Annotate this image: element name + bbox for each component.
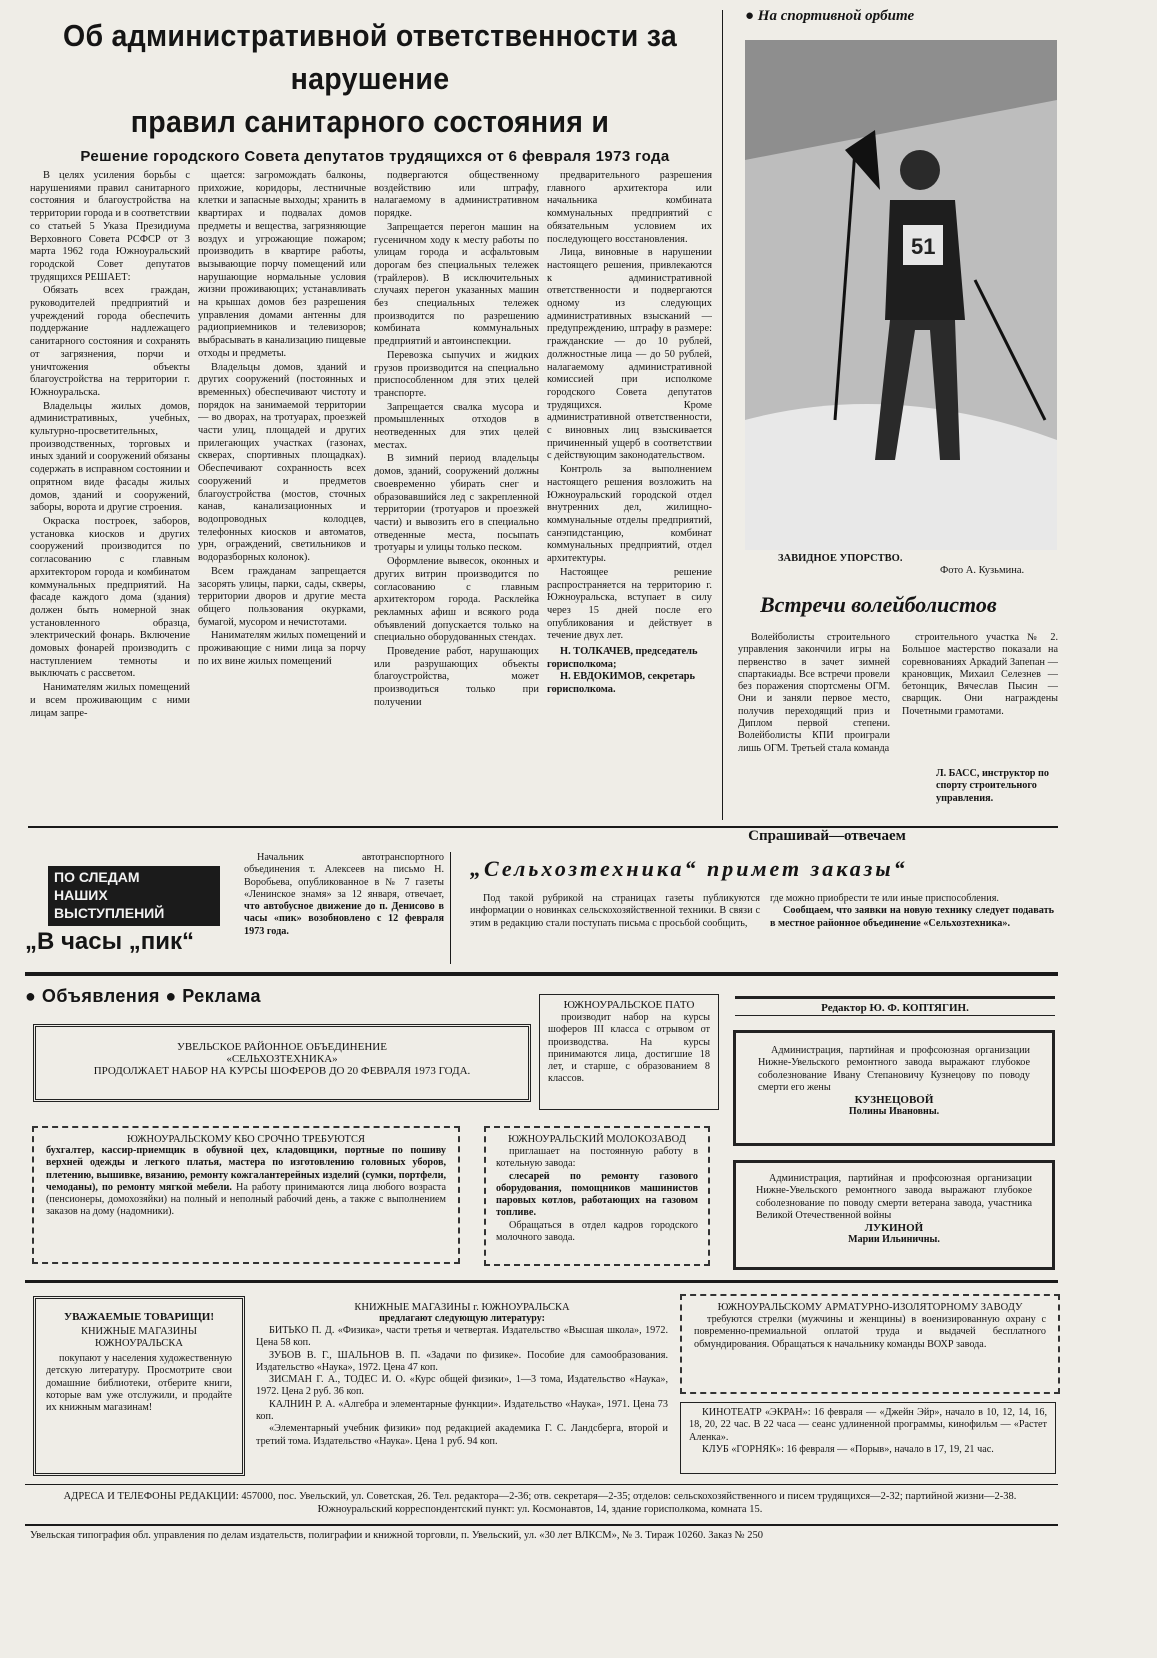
pato-ad (539, 994, 719, 1110)
volleyball-title: Встречи волейболистов (760, 592, 997, 617)
column-divider (722, 10, 723, 820)
condolence-name: Полины Ивановны. (848, 1106, 940, 1118)
cinema-text: КИНОТЕАТР «ЭКРАН»: 16 февраля — «Джейн Эйр», начало в 10, 12, 14, 16, 18, 20, 22 час. В 22 часа — сеанс удлиненной программы, кинофильм — «Растет Аленка». (689, 1407, 1047, 1443)
ad-text-bold: слесарей по ремонту газового оборудования, помощников машинистов паровых котлов, работающих на газовом топливе. (496, 1170, 698, 1219)
paragraph: Окраска построек, заборов, установка киосков и других сооружений производится по согласованию с главным архитектором города и комбинатом коммунальных предприятий. На фасаде каждого дома (здания) должен быть номерной знак установленного образца, электрический фонарь. Включение домовых фонарей производить с наступлением темноты и выключать с рассветом. (30, 515, 190, 680)
paragraph: Запрещается перегон машин на гусеничном ходу к месту работы по улицам города и асфальтовым дорогам без специальных тележек (трайлеров). В исключительных случаях перегон указанных машин без специальных тележек производится по разрешению комбината коммунальных предприятий и автоинспекции. (374, 221, 539, 348)
shops-ad (256, 1302, 668, 1462)
follow-up-title: „В часы „пик“ (25, 928, 195, 955)
paragraph: Проведение работ, нарушающих или разрушающих объекты благоустройства, может производиться только при получении (374, 646, 539, 708)
book-item: «Элементарный учебник физики» под редакцией академика Г. С. Ландсберга, второй и третий тома. Издательство «Наука». Цена 1 руб. 94 коп. (256, 1423, 668, 1447)
condolence-name: ЛУКИНОЙ (864, 1222, 924, 1235)
ad-title: ЮЖНОУРАЛЬСКОМУ АРМАТУРНО-ИЗОЛЯТОРНОМУ ЗАВОДУ (717, 1302, 1023, 1313)
condolence-text: Администрация, партийная и профсоюзная организации Нижне-Увельского ремонтного завода выражают глубокое соболезнование по поводу смерти ветерана завода, участника Великой Отечественной войны (756, 1173, 1032, 1221)
paragraph: предварительного разрешения главного архитектора или начальника комбината коммунальных предприятий с обязательным условием их последующего восстановления. (547, 170, 712, 245)
paragraph: Запрещается свалка мусора и промышленных отходов в неотведенных для этих целей местах. (374, 401, 539, 451)
paragraph: Перевозка сыпучих и жидких грузов производится на специально приспособленном для этих целей транспорте. (374, 349, 539, 399)
ad-title: КНИЖНЫЕ МАГАЗИНЫ г. ЮЖНОУРАЛЬСКА (354, 1302, 570, 1313)
book-item: БИТЬКО П. Д. «Физика», части третья и четвертая. Издательство «Высшая школа», 1972. Цена 58 коп. (256, 1325, 668, 1349)
decision-column-3 (374, 170, 539, 820)
ad-text-bold: бухгалтер, кассир-приемщик в обувной цех, кладовщики, портные по пошиву верхней одежды и легкого платья, мастера по изготовлению головных уборов, плетению, вышивке, вязанию, ремонту кожгалантерейных изделий (сумки, портфели, чемоданы), по ремонту мягкой мебели. (46, 1145, 446, 1193)
signature-secretary: Н. ЕВДОКИМОВ, секретарь горисполкома. (547, 671, 696, 696)
logo-line: НАШИХ (54, 887, 108, 903)
ad-title: УВАЖАЕМЫЕ ТОВАРИЩИ! (64, 1311, 214, 1323)
condolence-name: Марии Ильиничны. (848, 1234, 940, 1246)
logo-line: ПО СЛЕДАМ (54, 869, 140, 885)
footer-printer: Увельская типография обл. управления по делам издательств, полиграфии и книжной торговли, п. Увельский, ул. «30 лет ВЛКСМ», № 3. Тираж 10260. Заказ № 250 (30, 1530, 763, 1541)
ad-line: УВЕЛЬСКОЕ РАЙОННОЕ ОБЪЕДИНЕНИЕ (177, 1041, 387, 1053)
paragraph: щается: загромождать балконы, прихожие, коридоры, лестничные клетки и запасные выходы; хранить в квартирах и подвалах домов предметы и вещества, загрязняющие воздух и угрожающие пожаром; производить в квартире работы, вызывающие порчу помещений или нарушающие нормальные условия жизни проживающих; устанавливать на крышах домов без разрешения управления домами антенны для радиоприемников и телевизоров; выбрасывать в канализацию пищевые отходы и предметы. (198, 170, 366, 359)
section-rule (25, 972, 1058, 976)
follow-up-body: Начальник автотранспортного объединения т. Алексеев на письмо Н. Воробьева, опубликованное в № 7 газеты «Ленинское знамя» за 12 января, отвечает, (244, 852, 444, 900)
ad-line: «СЕЛЬХОЗТЕХНИКА» (226, 1053, 338, 1065)
ad-line: ПРОДОЛЖАЕТ НАБОР НА КУРСЫ ШОФЕРОВ ДО 20 ФЕВРАЛЯ 1973 ГОДА. (93, 1065, 471, 1077)
book-item: КАЛНИН Р. А. «Алгебра и элементарные функции». Издательство «Наука», 1971. Цена 73 коп. (256, 1398, 668, 1423)
ad-text: Обращаться в отдел кадров городского молочного завода. (496, 1219, 698, 1244)
logo-line: ВЫСТУПЛЕНИЙ (54, 905, 165, 921)
books-ad (33, 1296, 245, 1476)
paragraph: Нанимателям жилых помещений и всем проживающим с ними лицам запре- (30, 682, 190, 719)
paragraph: Лица, виновные в нарушении настоящего решения, привлекаются к административной ответственности и подвергаются одному из следующих административных взысканий — предупреждению, штрафу в размере: гражданские — до 10 рублей, должностные лица — до 50 рублей, налагаемому административной комиссией при исполкоме городского Совета депутатов трудящихся. Кроме административной ответственности, с виновных лиц взыскивается причиненный ущерб в соответствии с действующим законодательством. (547, 247, 712, 462)
condolence-name: КУЗНЕЦОВОЙ (854, 1094, 934, 1107)
volleyball-text-left: Волейболисты строительного управления закончили игры на первенство в зачет зимней спартакиады. Все встречи провели без поражения спортсмены ОГМ. Они и заняли первое место, получив переходящий приз и Диплом первой степени. Волейболисты КПИ проиграли лишь ОГМ. Третьей стала команда (738, 632, 890, 754)
footer-rule (25, 1524, 1058, 1526)
condolence-1 (733, 1030, 1055, 1146)
ad-title: ЮЖНОУРАЛЬСКОМУ КБО СРОЧНО ТРЕБУЮТСЯ (127, 1134, 365, 1145)
decision-column-1 (30, 170, 190, 820)
section-rule (25, 1280, 1058, 1283)
paragraph: Обязать всех граждан, руководителей предприятий и учреждений города обеспечить поддержание надлежащего санитарного состояния и сохранять от загрязнения, порчи и уничтожения объекты благоустройства на территории г. Южноуральска. (30, 285, 190, 398)
paragraph: Владельцы жилых домов, административных, учебных, культурно-просветительных, производственных, торговых и иных зданий и сооружений обязаны содержать в исправном состоянии и опрятном виде фасады жилых домов, зданий и сооружений, заборы, ворота и другие строения. (30, 400, 190, 514)
sport-rubric: ● На спортивной орбите (745, 8, 915, 24)
condolence-2 (733, 1160, 1055, 1270)
selhoz-ad (33, 1024, 531, 1102)
editor-line: Редактор Ю. Ф. КОПТЯГИН. (735, 996, 1055, 1016)
svg-text:51: 51 (911, 234, 936, 259)
signature-chairman: Н. ТОЛКАЧЕВ, председатель горисполкома; (547, 646, 698, 670)
volleyball-text-right: строительного участка № 2. Большое мастерство показали на соревнованиях Аркадий Запепан — крановщик, Михаил Селезнев — бетонщик, Вячеслав Пысин — сварщик. Они награждены Почетными грамотами. (902, 632, 1058, 717)
column-divider (450, 852, 451, 964)
ad-text: производит набор на курсы шоферов III класса с отрывом от производства. На курсы принимаются лица, достигшие 18 лет, и старше, с образованием 8 классов. (548, 1012, 710, 1085)
cinema-text: КЛУБ «ГОРНЯК»: 16 февраля — «Порыв», начало в 17, 19, 21 час. (702, 1443, 994, 1455)
ad-title: ЮЖНОУРАЛЬСКИЙ МОЛОКОЗАВОД (508, 1134, 686, 1145)
paragraph: Всем гражданам запрещается засорять улицы, парки, сады, скверы, территории дворов и другие места общего пользования окурками, бумагой, мусором и нечистотами. (198, 565, 366, 628)
armature-ad (680, 1294, 1060, 1394)
volleyball-signature: Л. БАСС, инструктор по спорту строительного управления. (936, 768, 1049, 804)
subheadline: Решение городского Совета депутатов трудящихся от 6 февраля 1973 года (80, 148, 670, 165)
decision-column-2 (198, 170, 366, 820)
footer-rule (25, 1484, 1058, 1485)
footer-address: АДРЕСА И ТЕЛЕФОНЫ РЕДАКЦИИ: 457000, пос. Увельский, ул. Советская, 26. Тел. редактора—2-36; отв. секретаря—2-35; отделов: сельскохозяйственного и писем трудящихся—2-32; партийной жизни—2-38. Южноуральский корреспондентский пункт: ул. Космонавтов, 14, здание горисполкома, комната 15. (63, 1491, 1017, 1515)
cinema-ad (680, 1402, 1056, 1474)
paragraph: Владельцы домов, зданий и других сооружений (постоянных и временных) обеспечивают чистоту и порядок на занимаемой территории — во дворах, на тротуарах, проезжей части улиц, площадей и других прилегающих участках (газонах, скверах, спортивных площадках). Обеспечивают сохранность всех сооружений и предметов благоустройства (мостов, сточных канав, канализационных и водопроводных колодцев, телефонных киосков и автоматов, урн, ограждений, светильников и водоразборных колонок). (198, 361, 366, 564)
follow-up-logo (48, 866, 220, 926)
milk-ad (484, 1126, 710, 1266)
paragraph: В зимний период владельцы домов, зданий, сооружений должны своевременно убирать снег и образовавшийся лед с закрепленной территории (тротуаров и проезжей части) и вывозить его в специально отведенные места, посыпать тротуары и улицы только песком. (374, 453, 539, 554)
ask-text-right (770, 893, 1054, 965)
book-item: ЗИСМАН Г. А., ТОДЕС И. О. «Курс общей физики», 1—3 тома, Издательство «Наука», 1972. Цена 2 руб. 36 коп. (256, 1374, 668, 1398)
paragraph: Оформление вывесок, оконных и других витрин производится по согласованию с главным архитектором города. Расклейка рекламных афиш и всякого рода объявлений допускается только на специально оборудованных стендах. (374, 556, 539, 644)
ask-text-left: Под такой рубрикой на страницах газеты публикуются информации о новинках сельскохозяйственной техники. В связи с этим в редакцию стали поступать письма с просьбой сообщить, (470, 893, 760, 929)
ask-text: где можно приобрести те или иные приспособления. (770, 893, 999, 904)
decision-column-4 (547, 170, 712, 820)
photo-caption: ЗАВИДНОЕ УПОРСТВО. (778, 553, 903, 564)
headline-block (30, 14, 710, 144)
ask-rubric: Спрашивай—отвечаем (712, 828, 942, 850)
ask-title: „Сельхозтехника“ примет заказы“ (470, 856, 908, 881)
photo-credit: Фото А. Кузьмина. (940, 565, 1025, 576)
paragraph: Контроль за выполнением настоящего решения возложить на Южноуральский городской отдел внутренних дел, жилищно-коммунальные отделы предприятий, санэпидстанцию, комбинат коммунальных предприятий, отдел архитектуры. (547, 464, 712, 565)
follow-up-bold: что автобусное движение до п. Денисово в часы «пик» возобновлено с 12 февраля 1973 года. (244, 901, 444, 937)
paragraph: Настоящее решение распространяется на территорию г. Южноуральска, вступает в силу через 15 дней после его опубликования и действует в течение двух лет. (547, 566, 712, 642)
ad-text: требуются стрелки (мужчины и женщины) в военизированную охрану с повременно-премиальной оплатой труда и выдачей бесплатного обмундирования. Обращаться к начальнику команды ВОХР завода. (694, 1314, 1046, 1350)
headline-line-1: Об административной ответственности за нарушение (62, 18, 678, 96)
ad-subtitle: КНИЖНЫЕ МАГАЗИНЫ ЮЖНОУРАЛЬСКА (80, 1326, 198, 1349)
skier-photo (745, 40, 1057, 550)
kbo-ad (32, 1126, 460, 1264)
ad-text: На работу принимаются лица любого возраста (пенсионеры, домохозяйки) на полный и неполный рабочий день, а также с выполнением заказов на дому (надомники). (46, 1181, 447, 1218)
ad-subtitle: предлагают следующую литературу: (379, 1313, 545, 1324)
ads-rubric: ● Объявления ● Реклама (25, 986, 262, 1006)
book-item: ЗУБОВ В. Г., ШАЛЬНОВ В. П. «Задачи по физике». Пособие для самообразования. Издательство «Наука», 1972. Цена 47 коп. (256, 1349, 668, 1373)
skier-illustration (745, 40, 1057, 550)
ad-title: ЮЖНОУРАЛЬСКОЕ ПАТО (563, 999, 695, 1011)
ad-text: покупают у населения художественную детскую литературу. Просмотрите свои домашние библиотеки, отберите книги, которые вам уже отслужили, и продайте их книжным магазинам! (46, 1353, 232, 1414)
follow-up-text (244, 852, 444, 964)
headline-line-2: правил санитарного состояния и (130, 104, 610, 139)
paragraph: Нанимателям жилых помещений и проживающие с ними лица за порчу по их вине жилых помещений (198, 630, 366, 667)
ad-text: приглашает на постоянную работу в котельную завода: (496, 1146, 698, 1170)
ask-text-bold: Сообщаем, что заявки на новую технику следует подавать в местное районное объединение «Сельхозтехника». (770, 905, 1054, 929)
paragraph: В целях усиления борьбы с нарушениями правил санитарного состояния и благоустройства на территории города и в соответствии со статьей 5 Указа Президиума Верховного Совета РСФСР от 3 марта 1962 года Южноуральский городской Совет депутатов трудящихся РЕШАЕТ: (30, 170, 190, 283)
condolence-text: Администрация, партийная и профсоюзная организации Нижне-Увельского ремонтного завода выражают глубокое соболезнование Ивану Степановичу Кузнецову по поводу смерти его жены (758, 1045, 1030, 1093)
paragraph: подвергаются общественному воздействию или штрафу, налагаемому в административном порядке. (374, 170, 539, 220)
